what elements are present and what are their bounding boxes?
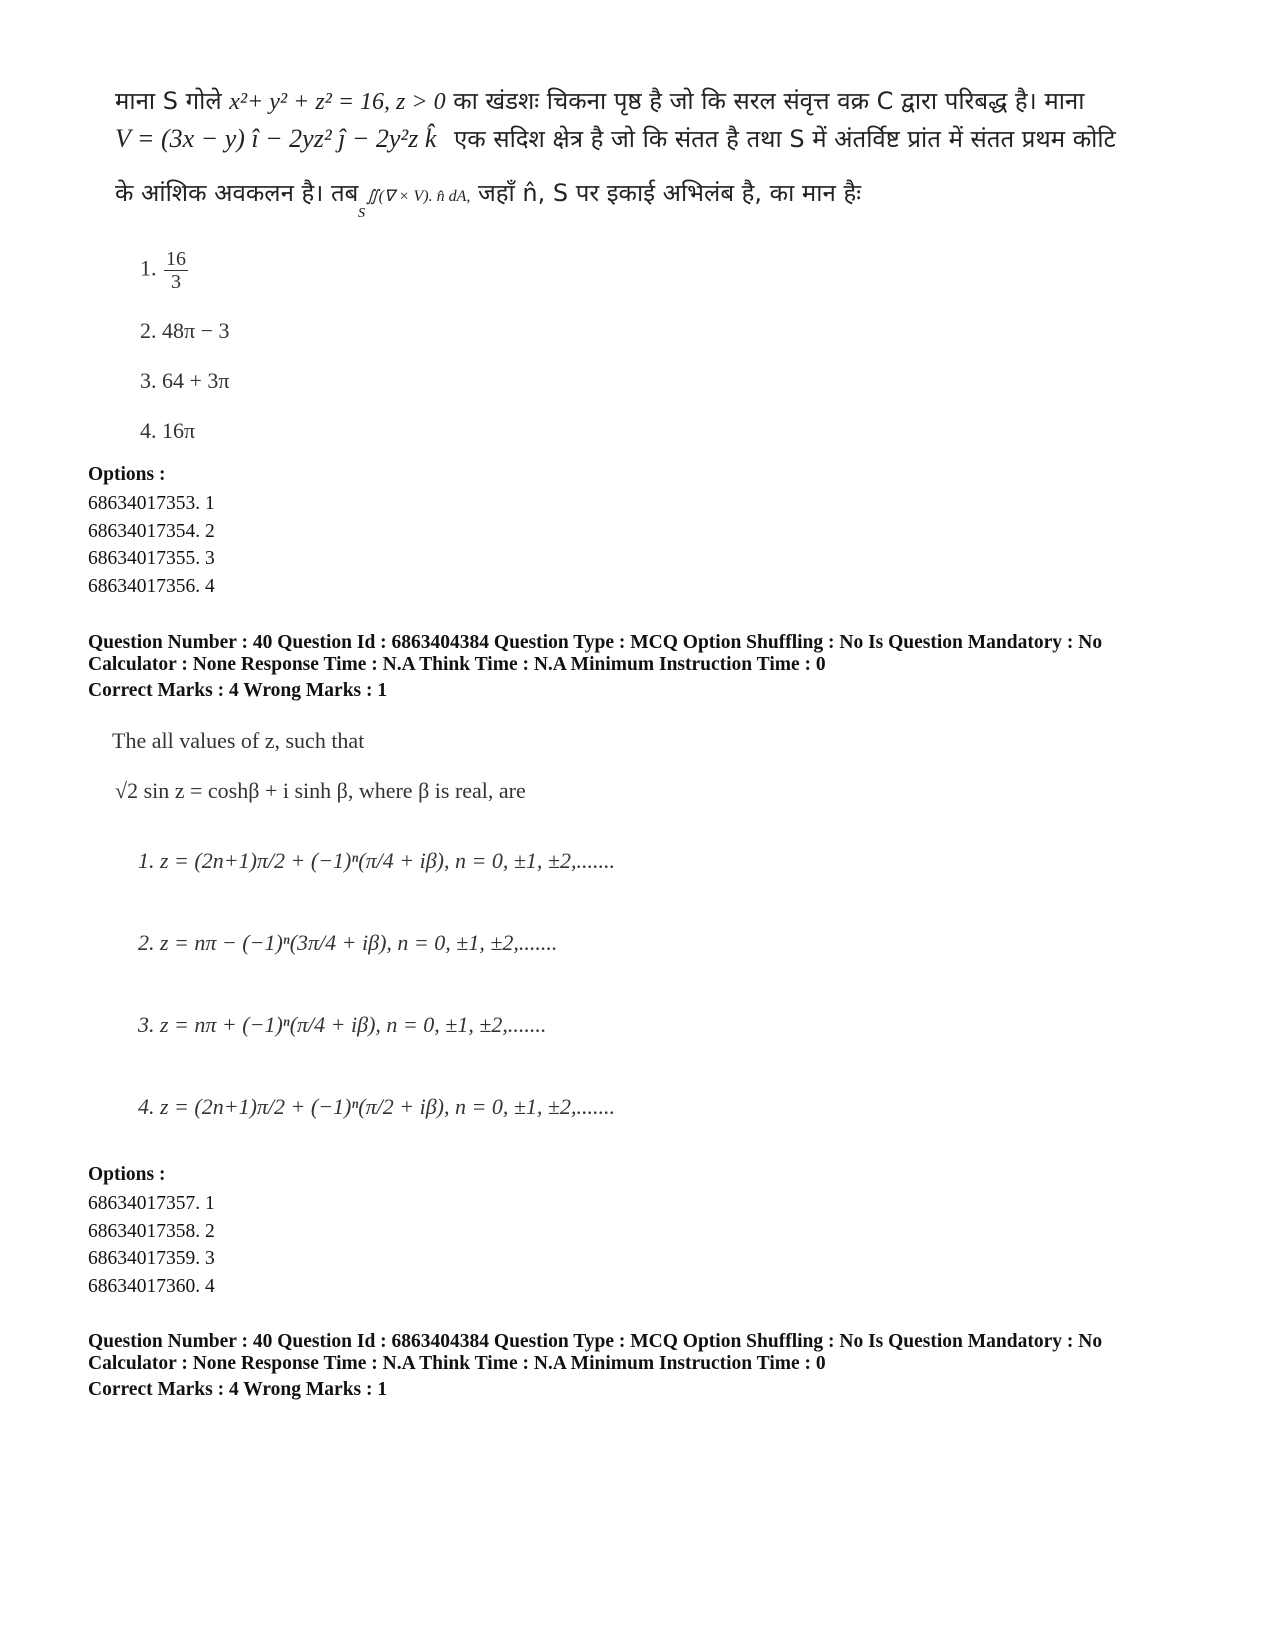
- question-meta-line2: Calculator : None Response Time : N.A Think Time : N.A Minimum Instruction Time : 0: [88, 654, 826, 675]
- option-item: 68634017356. 4: [88, 575, 215, 597]
- options-list: [88, 1190, 215, 1300]
- q39-choice-1-number: 1.: [140, 255, 157, 281]
- option-item: 68634017355. 3: [88, 548, 215, 569]
- q40-choice-1: 1. z = (2n+1)π/2 + (−1)ⁿ(π/4 + iβ), n = 0, ±1, ±2,.......: [138, 848, 616, 873]
- fraction-numerator: 16: [166, 248, 186, 270]
- option-item: 68634017358. 2: [88, 1220, 215, 1242]
- q39-choice-4: 4. 16π: [140, 418, 196, 443]
- q39-choice-2: 2. 48π − 3: [140, 318, 230, 343]
- q40-choice-3: 3. z = nπ + (−1)ⁿ(π/4 + iβ), n = 0, ±1, ±2,.......: [138, 1012, 547, 1037]
- q39-stem-line1: [115, 84, 1084, 117]
- q39-stem-text: जहाँ n̂, S पर इकाई अभिलंब है, का मान हैः: [470, 179, 862, 207]
- q39-choice-1-fraction: [164, 248, 188, 293]
- question-meta-line2: Calculator : None Response Time : N.A Think Time : N.A Minimum Instruction Time : 0: [88, 1353, 826, 1374]
- q39-stem-text: का खंडशः चिकना पृष्ठ है जो कि सरल संवृत्त वक्र C द्वारा परिबद्ध है। माना: [445, 87, 1085, 115]
- option-item: 68634017359. 3: [88, 1248, 215, 1269]
- q39-stem-text: माना S गोले: [115, 87, 230, 115]
- options-list: [88, 490, 215, 600]
- question-meta-line1: Question Number : 40 Question Id : 6863404384 Question Type : MCQ Option Shuffling : No Is Question Mandatory : No: [88, 1331, 1103, 1352]
- options-heading: Options :: [88, 1164, 166, 1185]
- q40-choice-4: 4. z = (2n+1)π/2 + (−1)ⁿ(π/2 + iβ), n = 0, ±1, ±2,.......: [138, 1094, 616, 1119]
- q39-stem-text: एक सदिश क्षेत्र है जो कि संतत है तथा S में अंतर्विष्ट प्रांत में संतत प्रथम कोटि: [454, 125, 1116, 153]
- question-meta-line1: Question Number : 40 Question Id : 6863404384 Question Type : MCQ Option Shuffling : No Is Question Mandatory : No: [88, 632, 1103, 653]
- q39-surface-integral: ∬(∇ × V). n̂ dA,: [366, 188, 471, 205]
- option-item: 68634017353. 1: [88, 493, 215, 514]
- q40-choice-2: 2. z = nπ − (−1)ⁿ(3π/4 + iβ), n = 0, ±1, ±2,.......: [138, 930, 558, 955]
- option-item: 68634017357. 1: [88, 1193, 215, 1214]
- q40-stem-text: , where β is real, are: [347, 778, 526, 803]
- fraction-denominator: 3: [171, 271, 181, 293]
- option-item: 68634017360. 4: [88, 1275, 215, 1297]
- q39-stem-text: के आंशिक अवकलन है। तब: [115, 179, 359, 207]
- option-item: 68634017354. 2: [88, 520, 215, 542]
- q39-stem-line3: [115, 176, 861, 209]
- q39-stem-line2: [115, 122, 1116, 155]
- question-meta-marks: Correct Marks : 4 Wrong Marks : 1: [88, 1379, 388, 1400]
- q40-stem-line1: The all values of z, such that: [112, 728, 365, 753]
- q40-stem-line2: [115, 778, 526, 804]
- q40-equation: √2 sin z = coshβ + i sinh β: [115, 778, 348, 803]
- q39-choice-1: [140, 248, 190, 293]
- question-meta-marks: Correct Marks : 4 Wrong Marks : 1: [88, 680, 388, 701]
- q39-sphere-equation: x²+ y² + z² = 16, z > 0: [229, 89, 446, 115]
- options-heading: Options :: [88, 464, 166, 485]
- q39-integral-subscript: S: [358, 206, 365, 221]
- q39-choice-3: 3. 64 + 3π: [140, 368, 230, 393]
- q39-vector-field: V = (3x − y) î − 2yz² ĵ − 2y²z k̂: [115, 124, 437, 153]
